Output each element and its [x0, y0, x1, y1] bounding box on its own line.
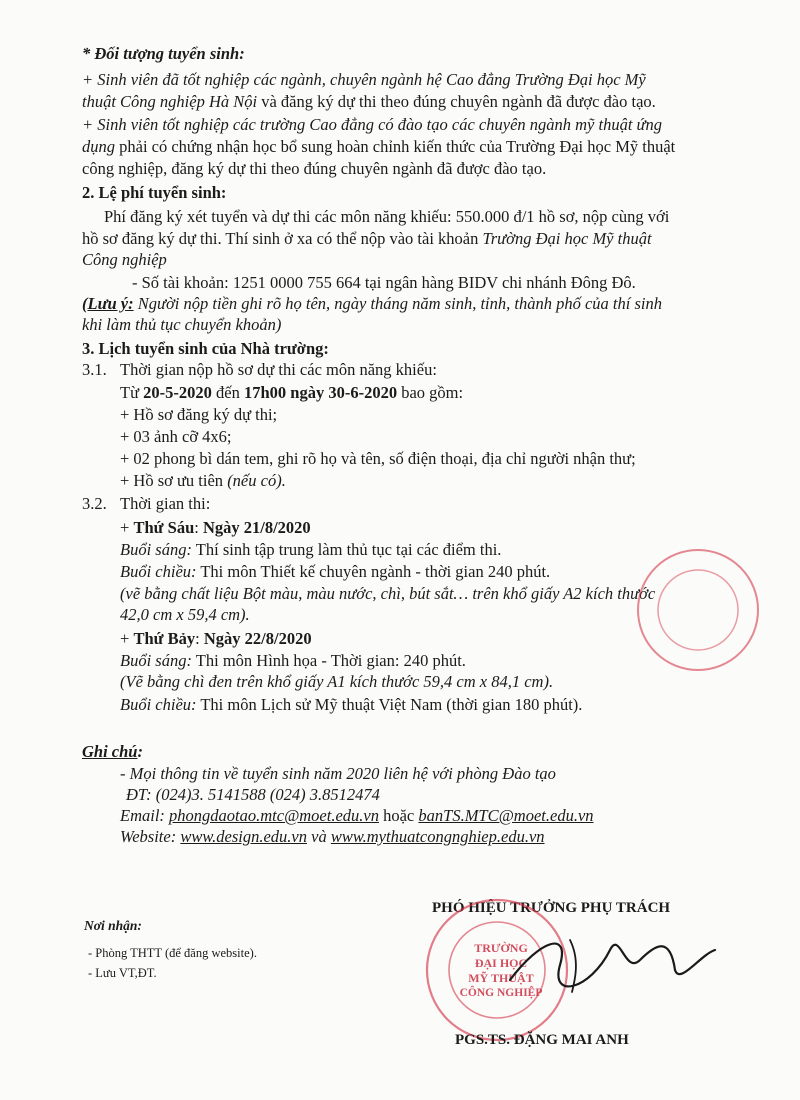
list-item: + 02 phong bì dán tem, ghi rõ họ và tên, số điện thoại, địa chỉ người nhận thư; — [120, 449, 636, 468]
text: đến — [211, 383, 244, 402]
seal-line: TRƯỜNG — [474, 941, 528, 955]
text: Thí sinh tập trung làm thủ tục tại các điểm thi. — [191, 540, 502, 559]
text: Thứ Bảy — [133, 629, 196, 648]
text: dụng — [82, 137, 115, 156]
exam-time-title: Thời gian thi: — [120, 494, 211, 513]
fee-note-cont: khi làm thủ tục chuyển khoản) — [82, 315, 282, 334]
text: Thi môn Thiết kế chuyên ngành - thời gian 240 phút. — [196, 562, 551, 581]
start-date: 20-5-2020 — [143, 383, 212, 402]
text: + Hồ sơ ưu tiên — [120, 471, 228, 490]
text: + — [120, 518, 134, 537]
friday-morning — [120, 540, 501, 560]
text: Thi môn Hình họa - Thời gian: 240 phút. — [191, 651, 466, 670]
section-number-3-1: 3.1. — [82, 360, 107, 379]
seal-stamp-side — [628, 540, 768, 680]
saturday-morning — [120, 651, 466, 671]
text: Từ — [120, 383, 144, 402]
text: + Sinh viên đã tốt nghiệp các ngành, chuyên ngành hệ Cao đẳng Trường Đại học Mỹ — [82, 70, 646, 89]
target-para-2 — [82, 115, 662, 135]
text: bao gồm: — [397, 383, 464, 402]
fee-line-3: Công nghiệp — [82, 250, 167, 269]
fee-line-2 — [82, 229, 652, 249]
text: Email: — [120, 806, 170, 825]
text: ( — [82, 294, 88, 313]
target-heading: * Đối tượng tuyển sinh: — [82, 44, 245, 63]
friday-date: Ngày 21/8/2020 — [202, 518, 311, 537]
recipients-heading: Nơi nhận: — [84, 918, 142, 933]
signer-title: PHÓ HIỆU TRƯỞNG PHỤ TRÁCH — [432, 900, 671, 916]
list-item: + 03 ảnh cỡ 4x6; — [120, 427, 232, 446]
text: Người nộp tiền ghi rõ họ tên, ngày tháng năm sinh, tỉnh, thành phố của thí sinh — [133, 294, 662, 313]
target-para-1 — [82, 70, 646, 90]
text: Ghi chú — [82, 742, 138, 761]
text: + — [120, 629, 134, 648]
fee-note — [82, 294, 662, 314]
text: + Sinh viên tốt nghiệp các trường Cao đẳng có đào tạo các chuyên ngành mỹ thuật ứng — [82, 115, 663, 134]
text: Thứ Sáu — [133, 518, 195, 537]
text: Buổi chiều: — [120, 695, 197, 714]
friday-note-cont: 42,0 cm x 59,4 cm). — [120, 605, 250, 624]
text: hồ sơ đăng ký dự thi. Thí sinh ở xa có thể nộp vào tài khoản — [82, 229, 483, 248]
fee-line-1: Phí đăng ký xét tuyển và dự thi các môn năng khiếu: 550.000 đ/1 hồ sơ, nộp cùng với — [104, 207, 670, 226]
recipient-item: - Phòng THTT (để đăng website). — [88, 946, 257, 960]
list-item: + Hồ sơ đăng ký dự thi; — [120, 405, 278, 424]
seal-line: MỸ THUẬT — [468, 971, 534, 985]
account-number: - Số tài khoản: 1251 0000 755 664 tại ngân hàng BIDV chi nhánh Đông Đô. — [132, 273, 636, 292]
text: Buổi chiều: — [120, 562, 197, 581]
saturday-heading — [120, 629, 312, 649]
notes-website — [120, 827, 545, 847]
website-link[interactable]: www.mythuatcongnghiep.edu.vn — [330, 827, 545, 846]
notes-email — [120, 806, 594, 826]
submission-title: Thời gian nộp hồ sơ dự thi các môn năng khiếu: — [120, 360, 437, 379]
saturday-note: (Vẽ bằng chì đen trên khổ giấy A1 kích thước 59,4 cm x 84,1 cm). — [120, 672, 554, 691]
schedule-heading: 3. Lịch tuyển sinh của Nhà trường: — [82, 339, 329, 358]
friday-afternoon — [120, 562, 550, 582]
notes-phone: ĐT: (024)3. 5141588 (024) 3.8512474 — [126, 785, 380, 804]
target-para-1-cont — [82, 92, 656, 112]
seal-line: ĐẠI HỌC — [474, 956, 528, 970]
handwritten-signature — [500, 920, 720, 1000]
target-para-2-cont — [82, 137, 675, 157]
text: : — [195, 629, 204, 648]
end-date: 17h00 ngày 30-6-2020 — [243, 383, 398, 402]
text: và đăng ký dự thi theo đúng chuyên ngành đã được đào tạo. — [257, 92, 656, 111]
text: và — [307, 827, 331, 846]
text: : — [137, 742, 143, 761]
text: Trường Đại học Mỹ thuật — [482, 229, 652, 248]
fee-heading: 2. Lệ phí tuyển sinh: — [82, 183, 227, 202]
notes-line-1: - Mọi thông tin về tuyển sinh năm 2020 liên hệ với phòng Đào tạo — [120, 764, 556, 783]
seal-line: CÔNG NGHIỆP — [459, 987, 543, 999]
target-para-2-end: công nghiệp, đăng ký dự thi theo đúng chuyên ngành đã được đào tạo. — [82, 159, 547, 178]
website-link[interactable]: www.design.edu.vn — [180, 827, 307, 846]
saturday-afternoon — [120, 695, 582, 715]
note-label: Lưu ý: — [87, 294, 134, 313]
notes-heading — [82, 742, 143, 762]
text: : — [194, 518, 203, 537]
recipient-item: - Lưu VT,ĐT. — [88, 966, 157, 980]
text: hoặc — [378, 806, 419, 825]
friday-note: (vẽ bằng chất liệu Bột màu, màu nước, chì, bút sắt… trên khổ giấy A2 kích thước — [120, 584, 656, 603]
email-link[interactable]: banTS.MTC@moet.edu.vn — [418, 806, 594, 825]
text: phải có chứng nhận học bổ sung hoàn chỉnh kiến thức của Trường Đại học Mỹ thuật — [115, 137, 676, 156]
friday-heading — [120, 518, 311, 538]
text: Website: — [120, 827, 181, 846]
text: Buổi sáng: — [120, 540, 192, 559]
section-number-3-2: 3.2. — [82, 494, 107, 513]
signer-name: PGS.TS. ĐẶNG MAI ANH — [455, 1032, 629, 1048]
text: (nếu có). — [227, 471, 286, 490]
text: Thi môn Lịch sử Mỹ thuật Việt Nam (thời gian 180 phút). — [196, 695, 583, 714]
email-link[interactable]: phongdaotao.mtc@moet.edu.vn — [169, 806, 379, 825]
text: Buổi sáng: — [120, 651, 192, 670]
saturday-date: Ngày 22/8/2020 — [203, 629, 312, 648]
submission-dates — [120, 383, 463, 403]
text: thuật Công nghiệp Hà Nội — [82, 92, 258, 111]
list-item — [120, 471, 286, 491]
